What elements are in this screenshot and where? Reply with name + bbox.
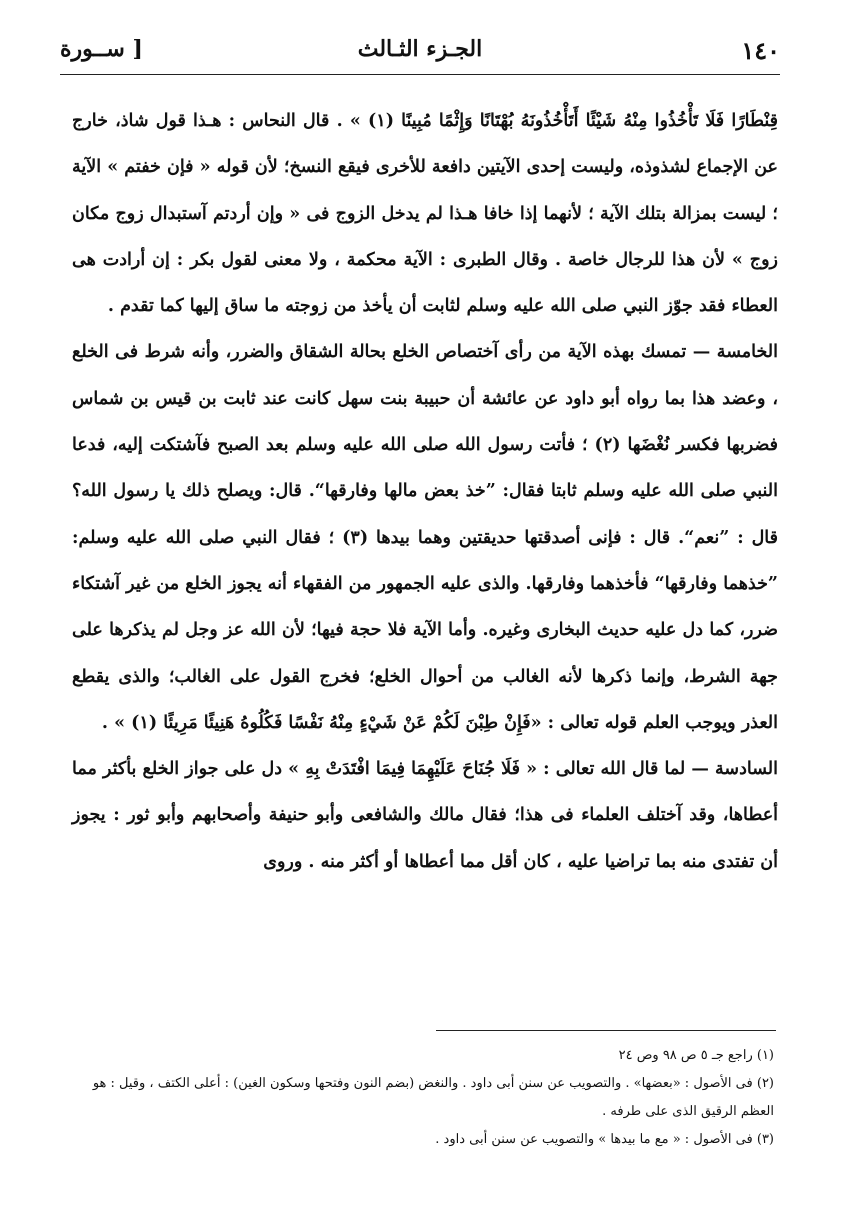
page-number: ١٤٠ — [741, 36, 780, 65]
running-head: الجـزء الثـالث — [357, 36, 483, 62]
footnote-3: (٣) فى الأصول : « مع ما بيدها » والتصويب عن سنن أبى داود . — [435, 1132, 774, 1147]
surah-label: [ ســورة — [60, 36, 143, 62]
page-header — [60, 30, 780, 75]
footnote-divider — [436, 1030, 776, 1031]
footnote-1: (١) راجع جـ ٥ ص ٩٨ وص ٢٤ — [618, 1048, 774, 1063]
footnotes — [72, 1042, 774, 1154]
paragraph-2: الخامسة — تمسك بهذه الآية من رأى آختصاص الخلع بحالة الشقاق والضرر، وأنه شرط فى الخلع ، وعضد هذا بما رواه أبو داود عن عائشة أن حبيبة بنت سهل كانت عند ثابت بن قيس بن شماس فضربها فكسر نُغْضَها (٢) ؛ فأتت رسول الله صلى الله عليه وسلم بعد الصبح فآشتكت إليه، فدعا النبي صلى الله عليه وسلم ثابتا فقال: ”خذ بعض مالها وفارقها“. قال: ويصلح ذلك يا رسول الله؟ قال : ”نعم“. قال : فإنى أصدقتها حديقتين وهما بيدها (٣) ؛ فقال النبي صلى الله عليه وسلم: ”خذهما وفارقها“ فأخذهما وفارقها. والذى عليه الجمهور من الفقهاء أنه يجوز الخلع من غير آشتكاء ضرر، كما دل عليه حديث البخارى وغيره. وأما الآية فلا حجة فيها؛ لأن الله عز وجل لم يذكرها على جهة الشرط، وإنما ذكرها لأنه الغالب من أحوال الخلع؛ فخرج القول على الغالب؛ والذى يقطع العذر ويوجب العلم قوله تعالى : «فَإِنْ طِبْنَ لَكُمْ عَنْ شَيْءٍ مِنْهُ نَفْسًا فَكُلُوهُ هَنِيئًا مَرِيئًا (١) » . — [72, 342, 778, 733]
paragraph-3: السادسة — لما قال الله تعالى : « فَلَا جُنَاحَ عَلَيْهِمَا فِيمَا افْتَدَتْ بِهِ » دل على جواز الخلع بأكثر مما أعطاها، وقد آختلف العلماء فى هذا؛ فقال مالك والشافعى وأبو حنيفة وأصحابهم وأبو ثور : يجوز أن تفتدى منه بما تراضيا عليه ، كان أقل مما أعطاها أو أكثر منه . وروى — [72, 759, 778, 872]
footnote-2: (٢) فى الأصول : «بعضها» . والتصويب عن سنن أبى داود . والنغض (بضم النون وفتحها وسكون الغين) : أعلى الكتف ، وقيل : هو العظم الرقيق الذى على طرفه . — [92, 1076, 774, 1119]
main-text — [72, 98, 778, 1010]
paragraph-1: قِنْطَارًا فَلَا تَأْخُذُوا مِنْهُ شَيْئًا أَتَأْخُذُونَهُ بُهْتَانًا وَإِثْمًا مُبِينًا (١) » . قال النحاس : هـذا قول شاذ، خارج عن الإجماع لشذوذه، وليست إحدى الآيتين دافعة للأخرى فيقع النسخ؛ لأن قوله « فإن خفتم » الآية ؛ ليست بمزالة بتلك الآية ؛ لأنهما إذا خافا هـذا لم يدخل الزوج فى « وإن أردتم آستبدال زوج مكان زوج » لأن هذا للرجال خاصة . وقال الطبرى : الآية محكمة ، ولا معنى لقول بكر : إن أرادت هى العطاء فقد جوّز النبي صلى الله عليه وسلم لثابت أن يأخذ من زوجته ما ساق إليها كما تقدم . — [72, 111, 779, 317]
